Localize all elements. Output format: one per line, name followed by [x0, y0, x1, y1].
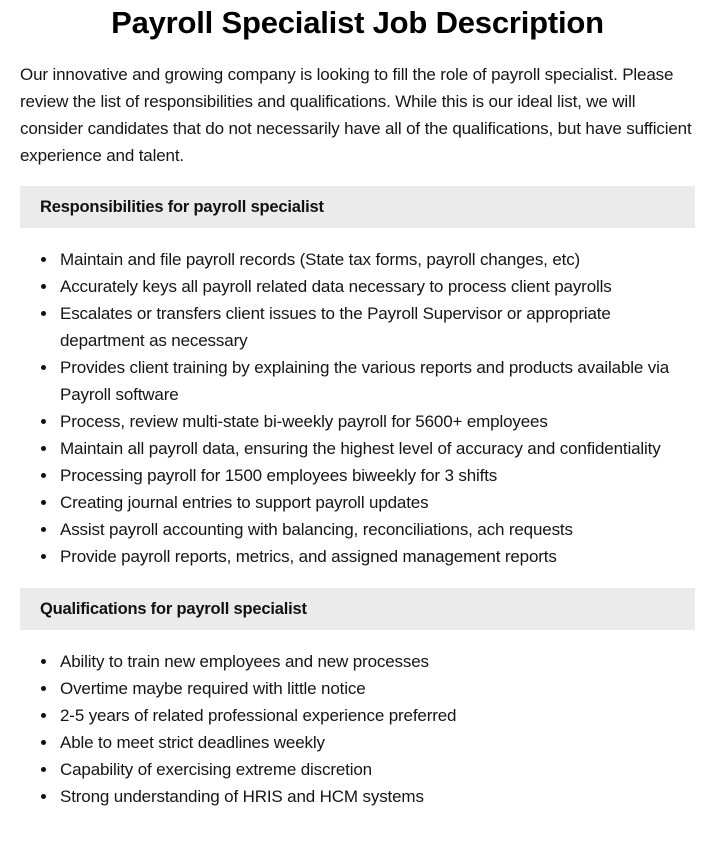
responsibilities-list	[20, 246, 695, 570]
list-item-text: Accurately keys all payroll related data necessary to process client payrolls	[60, 277, 612, 296]
bullet-icon	[41, 659, 46, 664]
list-item-text: Process, review multi-state bi-weekly payroll for 5600+ employees	[60, 412, 548, 431]
bullet-icon	[41, 500, 46, 505]
list-item-text: Provides client training by explaining the various reports and products available via Payroll software	[60, 358, 670, 404]
bullet-icon	[41, 527, 46, 532]
bullet-icon	[41, 713, 46, 718]
list-item	[60, 783, 695, 810]
qualifications-list	[20, 648, 695, 810]
list-item	[60, 354, 695, 408]
intro-paragraph: Our innovative and growing company is looking to fill the role of payroll specialist. Please review the list of responsibilities and qualifications. While this is our ideal list, we will consider candidates that do not necessarily have all of the qualifications, but have sufficient experience and talent.	[20, 65, 692, 165]
list-item	[60, 435, 695, 462]
list-item-text: Able to meet strict deadlines weekly	[60, 733, 325, 752]
list-item-text: Overtime maybe required with little notice	[60, 679, 366, 698]
list-item-text: Capability of exercising extreme discretion	[60, 760, 372, 779]
list-item-text: Processing payroll for 1500 employees biweekly for 3 shifts	[60, 466, 498, 485]
list-item	[60, 246, 695, 273]
bullet-icon	[41, 767, 46, 772]
list-item-text: Maintain and file payroll records (State tax forms, payroll changes, etc)	[60, 250, 581, 269]
list-item-text: Maintain all payroll data, ensuring the highest level of accuracy and confidentiality	[60, 439, 661, 458]
bullet-icon	[41, 311, 46, 316]
bullet-icon	[41, 365, 46, 370]
list-item	[60, 462, 695, 489]
list-item	[60, 702, 695, 729]
bullet-icon	[41, 419, 46, 424]
list-item-text: Strong understanding of HRIS and HCM systems	[60, 787, 424, 806]
bullet-icon	[41, 554, 46, 559]
list-item	[60, 273, 695, 300]
bullet-icon	[41, 473, 46, 478]
list-item	[60, 300, 695, 354]
responsibilities-heading: Responsibilities for payroll specialist	[20, 186, 695, 228]
list-item	[60, 516, 695, 543]
list-item-text: 2-5 years of related professional experience preferred	[60, 706, 457, 725]
qualifications-heading: Qualifications for payroll specialist	[20, 588, 695, 630]
list-item	[60, 729, 695, 756]
list-item	[60, 408, 695, 435]
list-item	[60, 648, 695, 675]
list-item-text: Escalates or transfers client issues to the Payroll Supervisor or appropriate department as necessary	[60, 304, 611, 350]
page-title: Payroll Specialist Job Description	[111, 5, 604, 40]
list-item-text: Provide payroll reports, metrics, and assigned management reports	[60, 547, 557, 566]
list-item-text: Ability to train new employees and new processes	[60, 652, 429, 671]
bullet-icon	[41, 740, 46, 745]
bullet-icon	[41, 284, 46, 289]
bullet-icon	[41, 686, 46, 691]
bullet-icon	[41, 446, 46, 451]
bullet-icon	[41, 257, 46, 262]
bullet-icon	[41, 794, 46, 799]
list-item	[60, 489, 695, 516]
list-item	[60, 675, 695, 702]
list-item	[60, 756, 695, 783]
list-item	[60, 543, 695, 570]
list-item-text: Assist payroll accounting with balancing, reconciliations, ach requests	[60, 520, 573, 539]
list-item-text: Creating journal entries to support payroll updates	[60, 493, 429, 512]
